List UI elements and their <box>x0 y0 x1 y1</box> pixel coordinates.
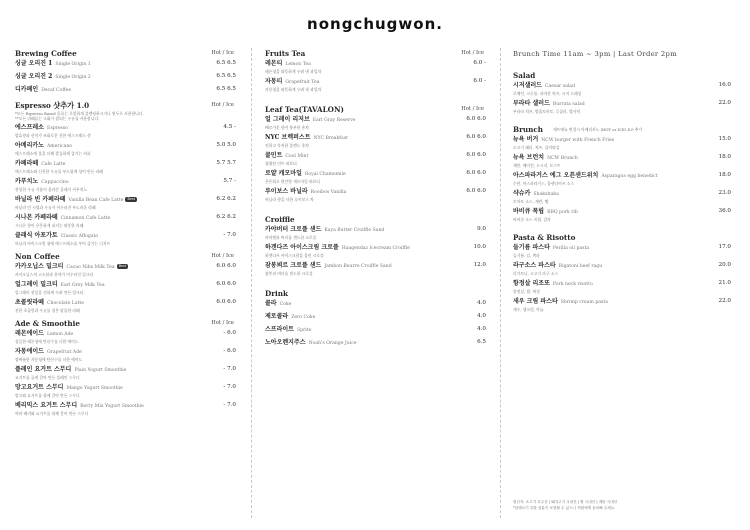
item-description: 청량한 민트 허브티 <box>265 161 297 166</box>
item-description: 하겐다즈 아이스크림을 올린 크로플 <box>265 253 324 258</box>
item-name-en: Earl Grey Milk Tea <box>60 283 105 288</box>
item-name-ko: 망고요거트 스무디 <box>15 384 64 391</box>
section-title: Drink <box>265 289 288 298</box>
section-title: Croiffle <box>265 215 295 224</box>
item-name-line <box>265 261 490 271</box>
item-description: 항정살, 쌀, 버섯 <box>513 289 540 294</box>
menu-item <box>265 312 490 322</box>
item-name-ko: 라구소스 파스타 <box>513 262 556 269</box>
item-price: 12.0 <box>473 262 486 268</box>
menu-column-tea-dessert <box>265 48 490 351</box>
price-column-note: Hot / Ice <box>461 50 484 56</box>
menu-section <box>513 232 735 312</box>
item-name-ko: 카푸치노 <box>15 178 39 185</box>
menu-item <box>513 171 735 186</box>
item-name-line <box>513 207 735 217</box>
menu-item <box>265 243 490 258</box>
item-name-en: NYC Breakfast <box>313 136 348 141</box>
section-title: Espresso 샷추가 1.0 <box>15 101 90 110</box>
item-name-en: Espresso <box>46 126 69 131</box>
item-name-line <box>513 189 735 199</box>
item-price: 21.0 <box>718 280 731 286</box>
menu-item <box>15 280 240 295</box>
item-name-en: Zero Coke <box>291 315 316 320</box>
item-description: 부라타 치즈, 방울토마토, 루꼴라, 발사믹 <box>513 109 581 114</box>
menu-item <box>513 135 735 150</box>
item-name-ko: 디카페인 <box>15 86 39 93</box>
menu-item <box>265 151 490 166</box>
item-name-ko: 플레인 요거트 스무디 <box>15 366 72 373</box>
item-name-en: Shakshuka <box>533 192 559 197</box>
item-name-en: Lemon Ade <box>46 332 74 337</box>
menu-item <box>513 261 735 276</box>
item-name-line <box>15 159 240 169</box>
item-description: 바닐라 아이스크림 위에 에스프레소를 부어 즐기는 디저트 <box>15 241 111 246</box>
item-name-ko: 바비큐 폭립 <box>513 208 545 215</box>
item-price: 6.0 6.0 <box>466 134 486 140</box>
item-name-line <box>513 135 735 145</box>
item-price: 6.5 6.5 <box>216 73 236 79</box>
menu-section <box>265 288 490 348</box>
item-name-en: Cappuccino <box>41 180 69 185</box>
item-name-ko: 새우 크림 파스타 <box>513 298 558 305</box>
item-price: 6.5 6.5 <box>216 86 236 92</box>
item-name-ko: 뉴욕 버거 <box>513 136 539 143</box>
item-description: 베르가못 향이 풍부한 홍차 <box>265 125 309 130</box>
section-note: 세트메뉴 변경시 아메리카노 (HOT or ICE) 4.0 추가 <box>553 127 643 132</box>
item-name-line <box>15 177 240 187</box>
menu-item <box>15 141 240 156</box>
price-column-note: Hot / Ice <box>211 253 234 259</box>
item-description: 소고기 패티, 치즈, 감자튀김 <box>513 145 560 150</box>
item-name-ko: 하겐다즈 아이스크림 크로플 <box>265 244 339 251</box>
menu-column-drinks <box>15 48 240 419</box>
item-description: 자몽청을 따뜻하게 우려 낸 과일차 <box>265 87 322 92</box>
menu-section <box>513 70 735 114</box>
menu-item <box>265 77 490 92</box>
menu-item <box>15 262 240 277</box>
item-name-ko: 잠봉뵈르 크로플 샌드 <box>265 262 322 269</box>
menu-item <box>513 99 735 114</box>
item-price: 4.5 - <box>223 124 236 130</box>
item-name-en: Burrata salad <box>552 102 585 107</box>
item-description: 리가토니, 소고기 라구 소스 <box>513 271 559 276</box>
item-price: 6.5 6.5 <box>216 60 236 66</box>
section-title: Leaf Tea(TAVALON) <box>265 105 344 114</box>
menu-item <box>513 243 735 258</box>
item-price: 6.0 6.0 <box>216 299 236 305</box>
section-title: Brewing Coffee <box>15 49 77 58</box>
price-column-note: Hot / Ice <box>211 102 234 108</box>
item-name-ko: 카페라떼 <box>15 160 39 167</box>
menu-item <box>15 383 240 398</box>
menu-item <box>15 123 240 138</box>
menu-item <box>513 153 735 168</box>
item-price: 23.0 <box>718 190 731 196</box>
item-name-line <box>513 81 735 91</box>
item-name-line <box>513 261 735 271</box>
menu-item <box>15 72 240 82</box>
menu-item <box>265 133 490 148</box>
menu-item <box>15 59 240 69</box>
section-title: Pasta & Risotto <box>513 233 576 242</box>
item-description: 토마토 소스, 계란, 빵 <box>513 199 549 204</box>
item-name-ko: 에스프레소 <box>15 124 44 131</box>
item-price: 6.0 6.0 <box>466 170 486 176</box>
item-name-ko: 콜라 <box>265 300 277 307</box>
item-name-line <box>15 231 240 241</box>
item-name-line <box>15 72 240 82</box>
item-description: 카야잼과 버터를 샌드한 크로플 <box>265 235 317 240</box>
item-price: 4.0 <box>477 326 486 332</box>
item-name-en: Chocolate Latte <box>46 301 84 306</box>
item-price: - 7.0 <box>223 232 236 238</box>
item-description: 발효향과 산미가 조화로운 진한 에스프레소 샷 <box>15 133 91 138</box>
item-name-line <box>513 171 735 181</box>
menu-section <box>265 48 490 92</box>
item-description: 잠봉과 버터를 샌드한 크로플 <box>265 271 313 276</box>
menu-item <box>15 298 240 313</box>
menu-section <box>265 214 490 276</box>
item-name-line <box>265 338 490 348</box>
menu-item <box>15 329 240 344</box>
item-name-en: NCW burger with French Fries <box>541 138 615 143</box>
menu-item <box>15 231 240 246</box>
item-price: 36.0 <box>718 208 731 214</box>
item-name-en: Noah's Orange Juice <box>308 341 357 346</box>
menu-item <box>15 347 240 362</box>
item-price: 18.0 <box>718 154 731 160</box>
item-name-ko: 자몽티 <box>265 78 283 85</box>
menu-item <box>265 187 490 202</box>
item-price: - 7.0 <box>223 402 236 408</box>
item-name-en: Single Origin 2 <box>55 75 91 80</box>
item-name-line <box>15 383 240 393</box>
best-badge: Best <box>127 197 135 201</box>
item-name-ko: 싱글 오리진 2 <box>15 73 53 80</box>
item-price: 22.0 <box>718 100 731 106</box>
item-description: 쌉싸름한 자몽청에 탄산수를 더한 에이드 <box>15 357 83 362</box>
item-description: 에스프레소와 신선한 우유를 부드럽게 섞어 만든 라떼 <box>15 169 103 174</box>
item-name-ko: 카카오닙스 밀크티 <box>15 263 64 270</box>
brunch-time-header: Brunch Time 11am ~ 3pm | Last Order 2pm <box>513 50 677 58</box>
item-name-en: Rigatoni beef ragu <box>558 264 603 269</box>
item-name-line <box>265 325 490 335</box>
item-price: - 6.0 <box>223 348 236 354</box>
menu-item <box>265 59 490 74</box>
item-price: - 7.0 <box>223 384 236 390</box>
item-price: 6.0 6.0 <box>216 281 236 287</box>
item-description: 요거트를 곱게 갈아 만든 플레인 스무디 <box>15 375 80 380</box>
menu-item <box>15 195 240 210</box>
item-description: 얼그레이 찻잎을 진하게 우려 만든 밀크티 <box>15 290 84 295</box>
menu-item <box>15 85 240 95</box>
menu-item <box>15 365 240 380</box>
item-price: 5.7 5.7 <box>216 160 236 166</box>
item-name-ko: 얼 그레이 리저브 <box>265 116 310 123</box>
menu-column-brunch <box>513 48 735 315</box>
menu-item <box>15 213 240 228</box>
item-name-ko: 아메리카노 <box>15 142 44 149</box>
item-name-ko: 아스파라거스 에그 오픈샌드위치 <box>513 172 599 179</box>
item-name-line <box>15 195 240 205</box>
section-title: Brunch <box>513 125 543 134</box>
item-name-line <box>15 59 240 69</box>
item-name-line <box>265 169 490 179</box>
menu-section <box>513 124 735 222</box>
item-name-ko: 시나몬 카페라떼 <box>15 214 58 221</box>
item-name-line <box>15 280 240 290</box>
section-title: Salad <box>513 71 536 80</box>
item-price: 10.0 <box>473 244 486 250</box>
item-price: 18.0 <box>718 172 731 178</box>
item-name-en: NCW Brunch <box>547 156 578 161</box>
item-name-line <box>513 297 735 307</box>
item-description: 상큼한 레몬청에 탄산수를 더한 에이드 <box>15 339 79 344</box>
item-name-line <box>513 99 735 109</box>
item-name-line <box>15 85 240 95</box>
section-title: Ade & Smoothie <box>15 319 80 328</box>
menu-section <box>265 104 490 202</box>
item-name-en: Grapefruit Tea <box>285 80 320 85</box>
menu-item <box>265 299 490 309</box>
item-description: 시나몬 향이 은은하게 퍼지는 따뜻한 라떼 <box>15 223 84 228</box>
item-name-line <box>15 298 240 308</box>
item-name-line <box>15 123 240 133</box>
item-name-ko: 시저샐러드 <box>513 82 542 89</box>
item-name-en: Classic Affogato <box>60 234 99 239</box>
item-name-ko: 베리믹스 요거트 스무디 <box>15 402 78 409</box>
item-name-line <box>15 213 240 223</box>
item-description: 수란, 아스파라거스, 홀랜다이즈 소스 <box>513 181 575 186</box>
item-name-line <box>265 77 490 87</box>
item-price: 6.0 - <box>473 78 486 84</box>
item-description: 바비큐 소스 폭립, 감자 <box>513 217 551 222</box>
item-name-en: Royal Chamomile <box>304 172 346 177</box>
column-divider <box>500 48 501 518</box>
menu-item <box>265 325 490 335</box>
item-name-en: Coke <box>279 302 292 307</box>
item-name-line <box>265 243 490 253</box>
item-name-en: Cafe Latte <box>41 162 66 167</box>
menu-item <box>265 169 490 184</box>
item-name-ko: 레몬에이드 <box>15 330 44 337</box>
section-description: *모든 Espresso Based 음료는 로컬하게 블렌딩하시거나 원두로 사용합니다. **모든 라떼류는 소화가 잘되는 우유를 사용합니다. <box>15 111 144 121</box>
item-price: 6.0 6.0 <box>466 152 486 158</box>
item-name-en: Perilla oil pasta <box>552 246 590 251</box>
item-name-ko: 제로콜라 <box>265 313 289 320</box>
item-price: - 7.0 <box>223 366 236 372</box>
item-name-ko: 얼그레이 밀크티 <box>15 281 58 288</box>
item-name-line <box>513 243 735 253</box>
item-description: 들기름, 김, 쪽파 <box>513 253 540 258</box>
item-name-line <box>513 279 735 289</box>
item-name-ko: 카야버터 크로플 샌드 <box>265 226 322 233</box>
item-name-en: Jambon Beurre Croiffle Sand <box>324 264 392 269</box>
item-description: 새우, 생크림, 마늘 <box>513 307 544 312</box>
item-name-en: Mango Yogurt Smoothie <box>66 386 123 391</box>
item-name-en: Decaf Coffee <box>41 88 72 93</box>
item-name-line <box>15 329 240 339</box>
item-name-ko: 뉴욕 브런치 <box>513 154 545 161</box>
best-badge: Best <box>118 264 127 268</box>
item-description: 카카오닙스의 고소함과 홍차가 어우러진 밀크티 <box>15 272 94 277</box>
menu-item <box>15 177 240 192</box>
menu-section <box>15 100 240 246</box>
item-name-en: Americano <box>46 144 73 149</box>
item-name-line <box>265 59 490 69</box>
item-name-en: Pork neck risotto <box>552 282 593 287</box>
item-name-line <box>15 365 240 375</box>
item-price: 5.0 5.0 <box>216 142 236 148</box>
item-name-ko: 로얄 캐모마일 <box>265 170 302 177</box>
menu-item <box>265 115 490 130</box>
item-name-line <box>15 262 240 272</box>
item-description: 진하고 묵직한 블렌드 홍차 <box>265 143 309 148</box>
item-name-en: Cool Mint <box>285 154 309 159</box>
item-name-en: Earl Gray Reserve <box>312 118 356 123</box>
item-name-line <box>265 225 490 235</box>
item-name-en: Vanilla Bean Cafe Latte <box>68 198 124 203</box>
item-price: 20.0 <box>718 262 731 268</box>
item-name-line <box>15 401 240 411</box>
price-column-note: Hot / Ice <box>211 320 234 326</box>
item-name-ko: 샥슈카 <box>513 190 531 197</box>
menu-item <box>15 159 240 174</box>
item-description: 레몬청을 따뜻하게 우려 낸 과일차 <box>265 69 322 74</box>
item-description: 계란, 베이컨, 소시지, 토스트 <box>513 163 561 168</box>
menu-item <box>265 338 490 348</box>
menu-item <box>513 297 735 312</box>
item-name-line <box>513 153 735 163</box>
item-name-ko: 들기름 파스타 <box>513 244 550 251</box>
item-price: 4.0 <box>477 313 486 319</box>
item-price: 6.2 6.2 <box>216 214 236 220</box>
column-divider <box>251 48 252 518</box>
item-price: 9.0 <box>477 226 486 232</box>
section-title: Non Coffee <box>15 252 60 261</box>
item-name-line <box>265 133 490 143</box>
item-name-line <box>265 312 490 322</box>
menu-item <box>513 189 735 204</box>
item-price: - 6.0 <box>223 330 236 336</box>
item-name-ko: 클래식 아포가토 <box>15 232 58 239</box>
item-name-ko: 노아오렌지주스 <box>265 339 306 346</box>
item-description: 바닐라 향을 더한 루이보스 차 <box>265 197 314 202</box>
item-name-line <box>15 141 240 151</box>
item-name-ko: 바닐라 빈 카페라떼 <box>15 196 66 203</box>
item-price: 6.5 <box>477 339 486 345</box>
item-name-line <box>265 115 490 125</box>
item-name-ko: 항정살 리조또 <box>513 280 550 287</box>
item-name-line <box>265 151 490 161</box>
item-description: 여러 베리와 요거트를 함께 갈아 만든 스무디 <box>15 411 89 416</box>
item-name-en: Grapefruit Ade <box>46 350 82 355</box>
item-name-en: Kaya Butter Croiffle Sand <box>324 228 385 233</box>
item-name-en: Berry Mix Yogurt Smoothie <box>80 404 144 409</box>
item-name-ko: 스프라이트 <box>265 326 294 333</box>
menu-item <box>513 279 735 294</box>
item-price: 5.7 - <box>223 178 236 184</box>
item-description: 바닐라 빈 시럽과 우유가 어우러진 부드러운 라떼 <box>15 205 96 210</box>
item-price: 6.0 - <box>473 60 486 66</box>
menu-item <box>513 207 735 222</box>
price-column-note: Hot / Ice <box>211 50 234 56</box>
menu-item <box>265 225 490 240</box>
item-price: 16.0 <box>718 82 731 88</box>
item-name-en: Single Origin 1 <box>55 62 91 67</box>
item-description: 로메인, 크루통, 파마산 치즈, 시저 드레싱 <box>513 91 582 96</box>
item-description: 은은하고 편안한 캐모마일 허브티 <box>265 179 320 184</box>
item-price: 4.0 <box>477 300 486 306</box>
item-name-en: Rooibos Vanilla <box>310 190 347 195</box>
item-name-ko: 쿨민트 <box>265 152 283 159</box>
menu-item <box>265 261 490 276</box>
item-name-en: Lemon Tea <box>285 62 311 67</box>
item-price: 15.0 <box>718 136 731 142</box>
item-name-ko: 자몽에이드 <box>15 348 44 355</box>
item-name-line <box>265 187 490 197</box>
item-name-ko: 초콜릿라떼 <box>15 299 44 306</box>
item-price: 6.0 6.0 <box>466 188 486 194</box>
item-name-ko: 레몬티 <box>265 60 283 67</box>
item-name-ko: 루이보스 바닐라 <box>265 188 308 195</box>
item-name-en: Cacao Nibs Milk Tea <box>66 265 115 270</box>
item-name-en: Caesar salad <box>544 84 575 89</box>
item-name-en: Shrimp cream pasta <box>560 300 608 305</box>
item-price: 22.0 <box>718 298 731 304</box>
item-name-line <box>265 299 490 309</box>
item-name-en: BBQ pork rib <box>547 210 578 215</box>
brand-logo: nongchugwon. <box>307 15 443 33</box>
item-price: 17.0 <box>718 244 731 250</box>
price-column-note: Hot / Ice <box>461 106 484 112</box>
item-name-en: Sprite <box>296 328 312 333</box>
item-name-en: Asparagus egg benedict <box>601 174 658 179</box>
menu-item <box>513 81 735 96</box>
item-description: 풍성한 우유 거품이 올라간 클래식 카푸치노 <box>15 187 88 192</box>
item-price: 6.2 6.2 <box>216 196 236 202</box>
menu-item <box>15 401 240 416</box>
item-name-ko: NYC 브렉퍼스트 <box>265 134 311 141</box>
item-description: 진한 초콜릿과 우유를 섞은 달콤한 라떼 <box>15 308 80 313</box>
item-price: 6.0 6.0 <box>466 116 486 122</box>
item-name-line <box>15 347 240 357</box>
item-name-en: Haagendaz Icecream Croiffle <box>341 246 410 251</box>
menu-section <box>15 48 240 95</box>
menu-section <box>15 251 240 313</box>
item-description: 에스프레소에 물을 더해 깔끔하게 즐기는 커피 <box>15 151 91 156</box>
item-name-ko: 부라타 샐러드 <box>513 100 550 107</box>
item-name-en: Cinnamon Cafe Latte <box>60 216 111 221</box>
item-description: 망고와 요거트를 함께 갈아 만든 스무디 <box>15 393 80 398</box>
item-price: 6.0 6.0 <box>216 263 236 269</box>
item-name-ko: 싱글 오리진 1 <box>15 60 53 67</box>
menu-footer: 원산지: 소고기 호주산 | 돼지고기 국내산 | 쌀 국내산 | 계란 국내산 *알레르기 유발 성분이 포함될 수 있으니 직원에게 문의해 주세요. <box>513 500 618 510</box>
item-name-en: Plain Yogurt Smoothie <box>74 368 127 373</box>
section-title: Fruits Tea <box>265 49 306 58</box>
menu-section <box>15 318 240 416</box>
